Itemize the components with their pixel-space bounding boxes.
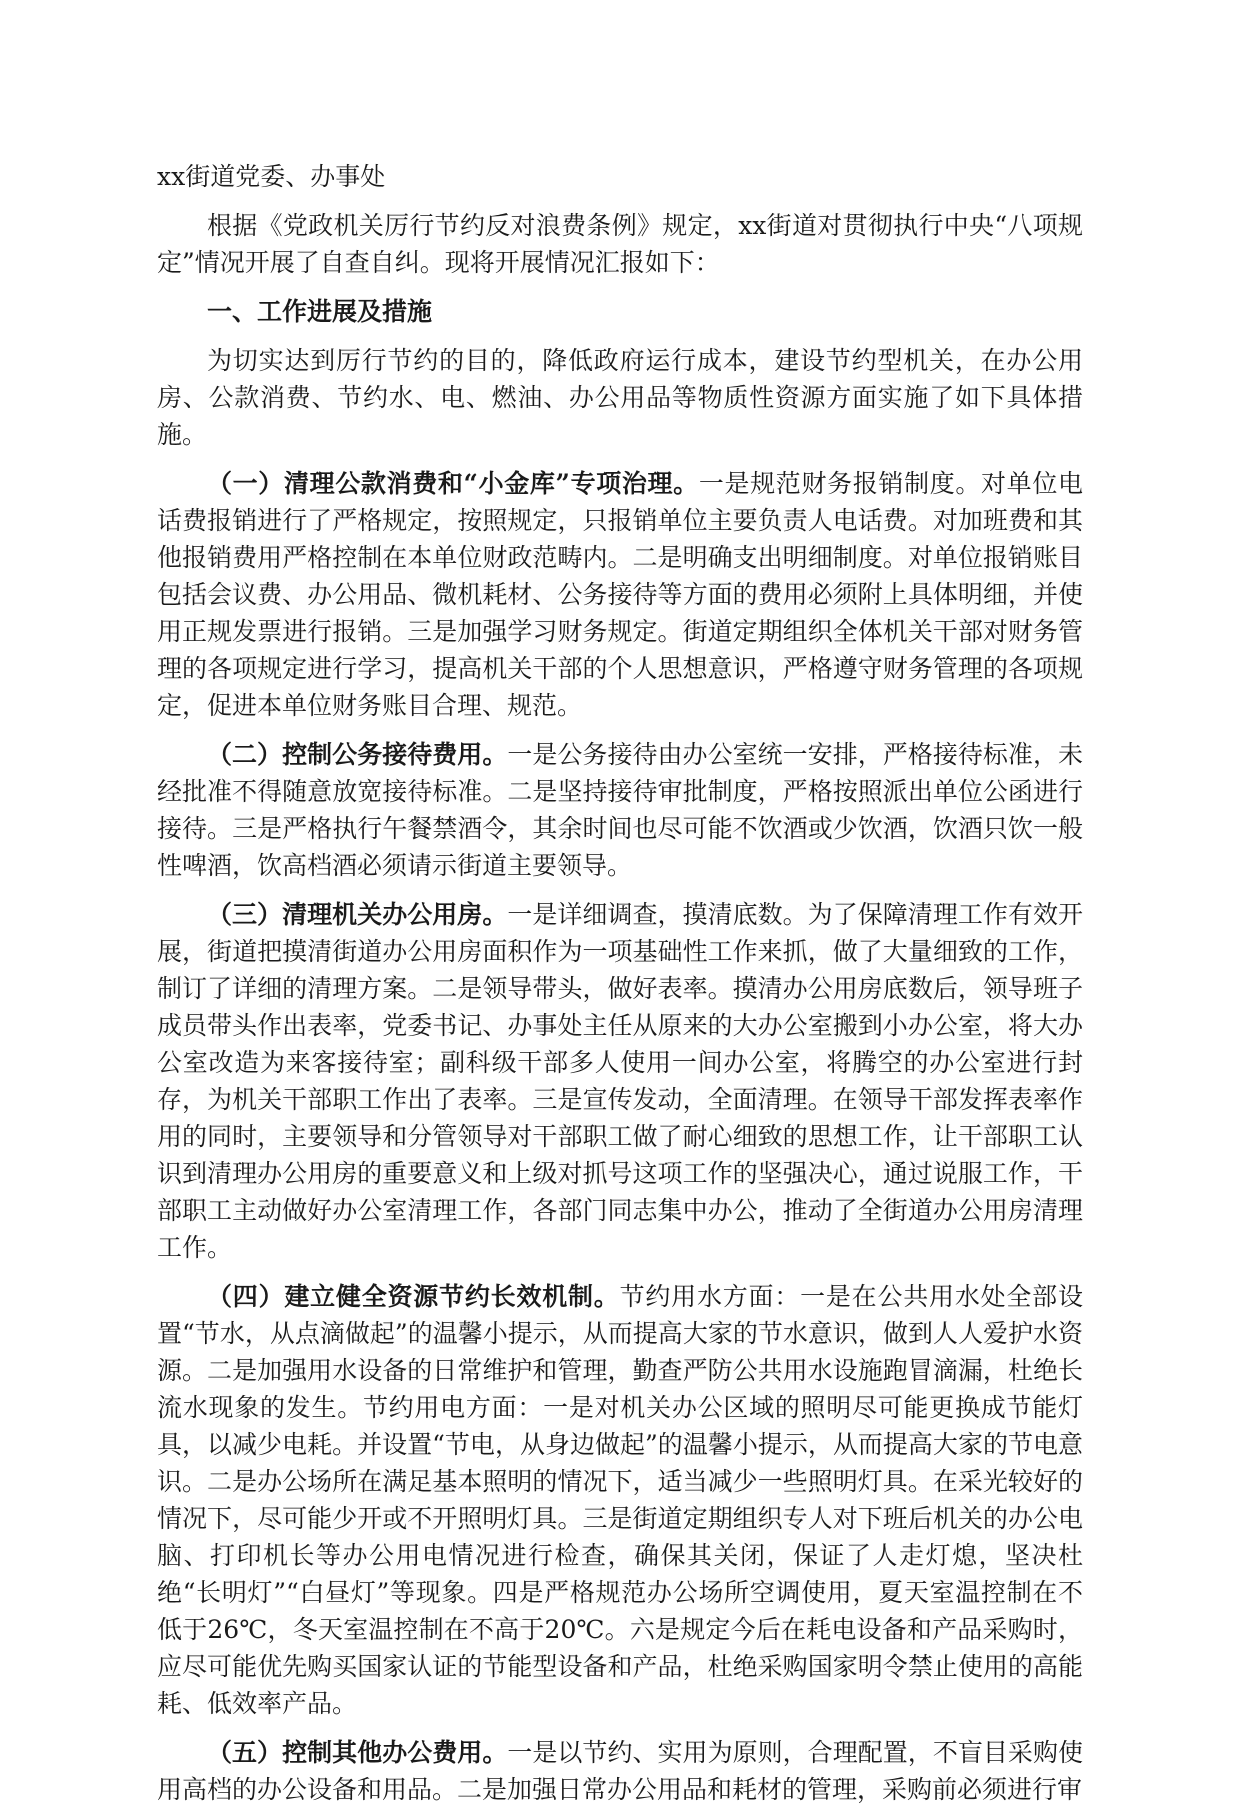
section-5-paragraph — [157, 1734, 1083, 1808]
section-2-paragraph — [157, 736, 1083, 884]
section-5-title: （五）控制其他办公费用。 — [207, 1738, 508, 1767]
section-2-title: （二）控制公务接待费用。 — [207, 740, 508, 769]
intro-paragraph: 根据《党政机关厉行节约反对浪费条例》规定，xx街道对贯彻执行中央“八项规定”情况开展了自查自纠。现将开展情况汇报如下： — [157, 211, 1083, 277]
section-4-paragraph — [157, 1278, 1083, 1722]
section-4-title: （四）建立健全资源节约长效机制。 — [207, 1282, 620, 1311]
section-3-paragraph — [157, 896, 1083, 1266]
addressee-line: xx街道党委、办事处 — [157, 162, 386, 191]
document-page — [157, 158, 1083, 1820]
section-1-body: 一是规范财务报销制度。对单位电话费报销进行了严格规定，按照规定，只报销单位主要负责人电话费。对加班费和其他报销费用严格控制在本单位财政范畴内。二是明确支出明细制度。对单位报销账目包括会议费、办公用品、微机耗材、公务接待等方面的费用必须附上具体明细，并使用正规发票进行报销。三是加强学习财务规定。街道定期组织全体机关干部对财务管理的各项规定进行学习，提高机关干部的个人思想意识，严格遵守财务管理的各项规定，促进本单位财务账目合理、规范。 — [157, 469, 1083, 720]
section-5-body: 一是以节约、实用为原则，合理配置，不盲目采购使用高档的办公设备和用品。二是加强日常办公用品和耗材的管理，采购前必须进行审 — [157, 1738, 1083, 1804]
section-4-body: 节约用水方面：一是在公共用水处全部设置“节水，从点滴做起”的温馨小提示，从而提高大家的节水意识，做到人人爱护水资源。二是加强用水设备的日常维护和管理，勤查严防公共用水设施跑冒滴漏，杜绝长流水现象的发生。节约用电方面：一是对机关办公区域的照明尽可能更换成节能灯具，以减少电耗。并设置“节电，从身边做起”的温馨小提示，从而提高大家的节电意识。二是办公场所在满足基本照明的情况下，适当减少一些照明灯具。在采光较好的情况下，尽可能少开或不开照明灯具。三是街道定期组织专人对下班后机关的办公电脑、打印机长等办公用电情况进行检查，确保其关闭，保证了人走灯熄，坚决杜绝“长明灯”“白昼灯”等现象。四是严格规范办公场所空调使用，夏天室温控制在不低于26℃，冬天室温控制在不高于20℃。六是规定今后在耗电设备和产品采购时，应尽可能优先购买国家认证的节能型设备和产品，杜绝采购国家明令禁止使用的高能耗、低效率产品。 — [157, 1282, 1083, 1718]
section-3-body: 一是详细调查，摸清底数。为了保障清理工作有效开展，街道把摸清街道办公用房面积作为一项基础性工作来抓，做了大量细致的工作，制订了详细的清理方案。二是领导带头，做好表率。摸清办公用房底数后，领导班子成员带头作出表率，党委书记、办事处主任从原来的大办公室搬到小办公室，将大办公室改造为来客接待室；副科级干部多人使用一间办公室，将腾空的办公室进行封存，为机关干部职工作出了表率。三是宣传发动，全面清理。在领导干部发挥表率作用的同时，主要领导和分管领导对干部职工做了耐心细致的思想工作，让干部职工认识到清理办公用房的重要意义和上级对抓号这项工作的坚强决心，通过说服工作，干部职工主动做好办公室清理工作，各部门同志集中办公，推动了全街道办公用房清理工作。 — [157, 900, 1083, 1262]
section-1-title: （一）清理公款消费和“小金库”专项治理。 — [207, 469, 699, 498]
section-3-title: （三）清理机关办公用房。 — [207, 900, 508, 929]
section-heading: 一、工作进展及措施 — [207, 297, 433, 326]
section-1-paragraph — [157, 465, 1083, 724]
section-2-body: 一是公务接待由办公室统一安排，严格接待标准，未经批准不得随意放宽接待标准。二是坚持接待审批制度，严格按照派出单位公函进行接待。三是严格执行午餐禁酒令，其余时间也尽可能不饮酒或少饮酒，饮酒只饮一般性啤酒，饮高档酒必须请示街道主要领导。 — [157, 740, 1083, 880]
overview-paragraph: 为切实达到厉行节约的目的，降低政府运行成本，建设节约型机关，在办公用房、公款消费、节约水、电、燃油、办公用品等物质性资源方面实施了如下具体措施。 — [157, 346, 1083, 449]
